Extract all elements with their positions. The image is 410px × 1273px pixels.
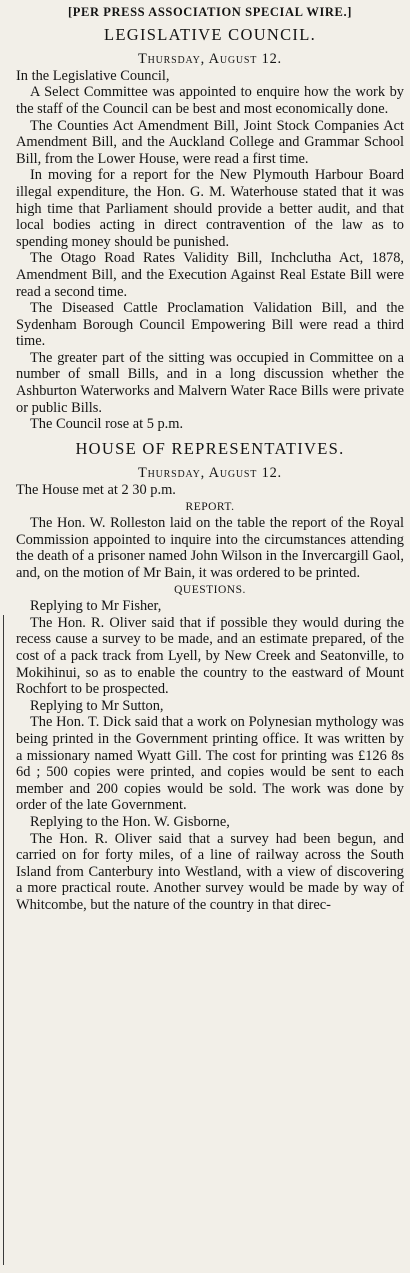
question-paragraph: Replying to the Hon. W. Gisborne, — [30, 813, 230, 830]
questions-heading: QUESTIONS. — [174, 583, 246, 596]
report-heading: REPORT. — [185, 500, 235, 513]
council-paragraph: The greater part of the sitting was occupied in Committee on a number of small Bills, and in a long discussion whether the Ashburton Waterworks and Malvern Water Race Bills were private or public Bills. — [16, 349, 404, 416]
column-rule — [3, 615, 4, 1265]
council-title: LEGISLATIVE COUNCIL. — [103, 24, 317, 44]
council-paragraph: In the Legislative Council, — [16, 67, 170, 84]
report-paragraph: The Hon. W. Rolleston laid on the table the report of the Royal Commission appointed to inquire into the circumstances attending the death of a prisoner named John Wilson in the Invercargill Gaol, and, on the motion of Mr Bain, it was ordered to be printed. — [16, 515, 404, 581]
question-paragraph: The Hon. R. Oliver said that a survey had been begun, and carried on for forty miles, of a line of railway across the South Island from Canterbury into Westland, with a view of discovering a more practical route. Another survey would be made by way of Whitcombe, but the nature of the country in that direc- — [16, 830, 404, 913]
council-date: Thursday, August 12. — [138, 51, 282, 68]
house-date: Thursday, August 12. — [138, 465, 282, 482]
house-of-representatives-section — [16, 438, 404, 914]
house-opening: The House met at 2 30 p.m. — [16, 482, 176, 499]
legislative-council-section — [16, 24, 404, 433]
question-paragraph: The Hon. R. Oliver said that if possible they would during the recess cause a survey to be made, and an estimate prepared, of the cost of a pack track from Lyell, by New Creek and Seatonville, to Mokihinui, so as to enable the country to the eastward of Mount Rochfort to be prospected. — [16, 614, 404, 698]
question-paragraph: Replying to Mr Sutton, — [30, 697, 164, 714]
council-paragraph: In moving for a report for the New Plymouth Harbour Board illegal expenditure, the Hon. G. M. Waterhouse stated that it was high time that Parliament should provide a better audit, and that local bodies acting in direct contravention of the law as to spending money should be punished. — [16, 167, 404, 250]
question-paragraph: Replying to Mr Fisher, — [30, 598, 162, 615]
council-paragraph: The Counties Act Amendment Bill, Joint Stock Companies Act Amendment Bill, and the Auckland College and Grammar School Bill, from the Lower House, were read a first time. — [16, 117, 404, 167]
council-paragraph: The Otago Road Rates Validity Bill, Inchclutha Act, 1878, Amendment Bill, and the Execution Against Real Estate Bill were read a second time. — [16, 250, 404, 300]
wire-header: [PER PRESS ASSOCIATION SPECIAL WIRE.] — [68, 5, 352, 19]
house-title: HOUSE OF REPRESENTATIVES. — [75, 438, 345, 458]
council-paragraph: A Select Committee was appointed to enquire how the work by the staff of the Council can be best and most economically done. — [16, 84, 404, 117]
council-paragraph: The Council rose at 5 p.m. — [30, 416, 184, 433]
question-paragraph: The Hon. T. Dick said that a work on Polynesian mythology was being printed in the Government printing office. It was written by a missionary named Wyatt Gill. The cost for printing was £126 8s 6d ; 500 copies were printed, and copies would be sent to each member and 200 copies would be sold. The work was done by order of the late Government. — [16, 714, 404, 814]
council-paragraph: The Diseased Cattle Proclamation Validation Bill, and the Sydenham Borough Council Empowering Bill were read a third time. — [16, 300, 404, 350]
